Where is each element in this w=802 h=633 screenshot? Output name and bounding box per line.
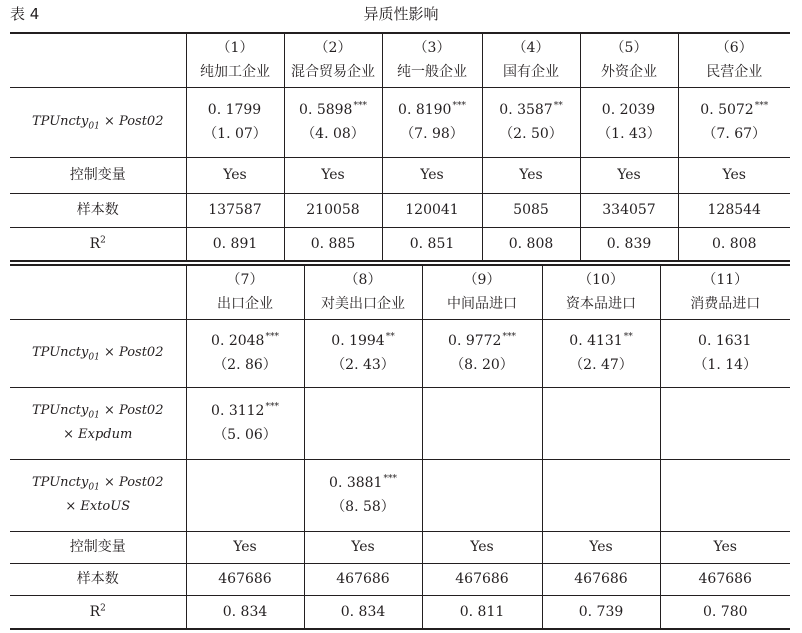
empty-cell [542, 459, 660, 531]
r2-cell: 0. 811 [422, 595, 542, 629]
controls-label: 控制变量 [10, 531, 186, 563]
coef-cell: 0. 9772*** （8. 20） [422, 319, 542, 387]
r2-cell: 0. 891 [186, 227, 284, 261]
coef-cell: 0. 3112*** （5. 06） [186, 387, 304, 459]
controls-cell: Yes [422, 531, 542, 563]
r2-cell: 0. 885 [284, 227, 382, 261]
panel-a-coef-row [10, 87, 790, 157]
n-cell: 334057 [580, 193, 678, 227]
r2-cell: 0. 780 [660, 595, 790, 629]
panel-b-corner-cell [10, 265, 186, 319]
coef-cell: 0. 1799 （1. 07） [186, 87, 284, 157]
n-label: 样本数 [10, 193, 186, 227]
empty-cell [422, 387, 542, 459]
controls-cell: Yes [382, 157, 482, 193]
coef-cell: 0. 4131** （2. 47） [542, 319, 660, 387]
n-cell: 467686 [422, 563, 542, 595]
n-label: 样本数 [10, 563, 186, 595]
variable-label: TPUncty$_{01}$ × Post02 [10, 319, 186, 387]
r2-cell: 0. 808 [678, 227, 790, 261]
controls-cell: Yes [284, 157, 382, 193]
r2-cell: 0. 839 [580, 227, 678, 261]
controls-label: 控制变量 [10, 157, 186, 193]
panel-b-n-row [10, 563, 790, 595]
n-cell: 467686 [660, 563, 790, 595]
coef-cell: 0. 1994** （2. 43） [304, 319, 422, 387]
panel-b-coef-row [10, 319, 790, 387]
n-cell: 467686 [542, 563, 660, 595]
variable-label: TPUncty$_{01}$ × Post02 × Expdum [10, 387, 186, 459]
controls-cell: Yes [660, 531, 790, 563]
panel-b-r2-row [10, 595, 790, 629]
r2-cell: 0. 739 [542, 595, 660, 629]
controls-cell: Yes [186, 531, 304, 563]
coef-cell: 0. 5898*** （4. 08） [284, 87, 382, 157]
r2-cell: 0. 834 [186, 595, 304, 629]
panel-a-col-header: （6） 民营企业 [678, 33, 790, 87]
panel-a-corner-cell [10, 33, 186, 87]
controls-cell: Yes [186, 157, 284, 193]
controls-cell: Yes [678, 157, 790, 193]
empty-cell [186, 459, 304, 531]
r2-cell: 0. 808 [482, 227, 580, 261]
coef-cell: 0. 3587** （2. 50） [482, 87, 580, 157]
empty-cell [660, 387, 790, 459]
n-cell: 137587 [186, 193, 284, 227]
n-cell: 210058 [284, 193, 382, 227]
panel-a-col-header: （5） 外资企业 [580, 33, 678, 87]
controls-cell: Yes [542, 531, 660, 563]
n-cell: 467686 [186, 563, 304, 595]
r2-label: $R^2$ [10, 595, 186, 629]
n-cell: 120041 [382, 193, 482, 227]
panel-b-table [10, 264, 790, 630]
panel-b-col-header: （9） 中间品进口 [422, 265, 542, 319]
table-title: 异质性影响 [363, 5, 439, 23]
r2-cell: 0. 851 [382, 227, 482, 261]
n-cell: 467686 [304, 563, 422, 595]
variable-label: TPUncty$_{01}$ × Post02 [10, 87, 186, 157]
coef-cell: 0. 5072*** （7. 67） [678, 87, 790, 157]
panel-a-col-header: （4） 国有企业 [482, 33, 580, 87]
n-cell: 128544 [678, 193, 790, 227]
empty-cell [660, 459, 790, 531]
n-cell: 5085 [482, 193, 580, 227]
coef-cell: 0. 3881*** （8. 58） [304, 459, 422, 531]
panel-a-col-header: （3） 纯一般企业 [382, 33, 482, 87]
panel-a-header-row [10, 33, 790, 87]
table-label: 表 4 [10, 5, 40, 23]
panel-b-header-row [10, 265, 790, 319]
panel-b-controls-row [10, 531, 790, 563]
r2-cell: 0. 834 [304, 595, 422, 629]
coef-cell: 0. 1631 （1. 14） [660, 319, 790, 387]
panel-a-col-header: （1） 纯加工企业 [186, 33, 284, 87]
controls-cell: Yes [304, 531, 422, 563]
controls-cell: Yes [482, 157, 580, 193]
r2-label: $R^2$ [10, 227, 186, 261]
panel-b-col-header: （7） 出口企业 [186, 265, 304, 319]
panel-a-table [10, 32, 790, 262]
panel-a-r2-row [10, 227, 790, 261]
panel-b-inter2-row [10, 459, 790, 531]
panel-b-col-header: （8） 对美出口企业 [304, 265, 422, 319]
panel-a-col-header: （2） 混合贸易企业 [284, 33, 382, 87]
empty-cell [542, 387, 660, 459]
empty-cell [422, 459, 542, 531]
panel-b-col-header: （10） 资本品进口 [542, 265, 660, 319]
panel-b-col-header: （11） 消费品进口 [660, 265, 790, 319]
controls-cell: Yes [580, 157, 678, 193]
coef-cell: 0. 2039 （1. 43） [580, 87, 678, 157]
panel-a-controls-row [10, 157, 790, 193]
coef-cell: 0. 8190*** （7. 98） [382, 87, 482, 157]
coef-cell: 0. 2048*** （2. 86） [186, 319, 304, 387]
panel-a-n-row [10, 193, 790, 227]
empty-cell [304, 387, 422, 459]
panel-b-inter1-row [10, 387, 790, 459]
variable-label: TPUncty$_{01}$ × Post02 × ExtoUS [10, 459, 186, 531]
